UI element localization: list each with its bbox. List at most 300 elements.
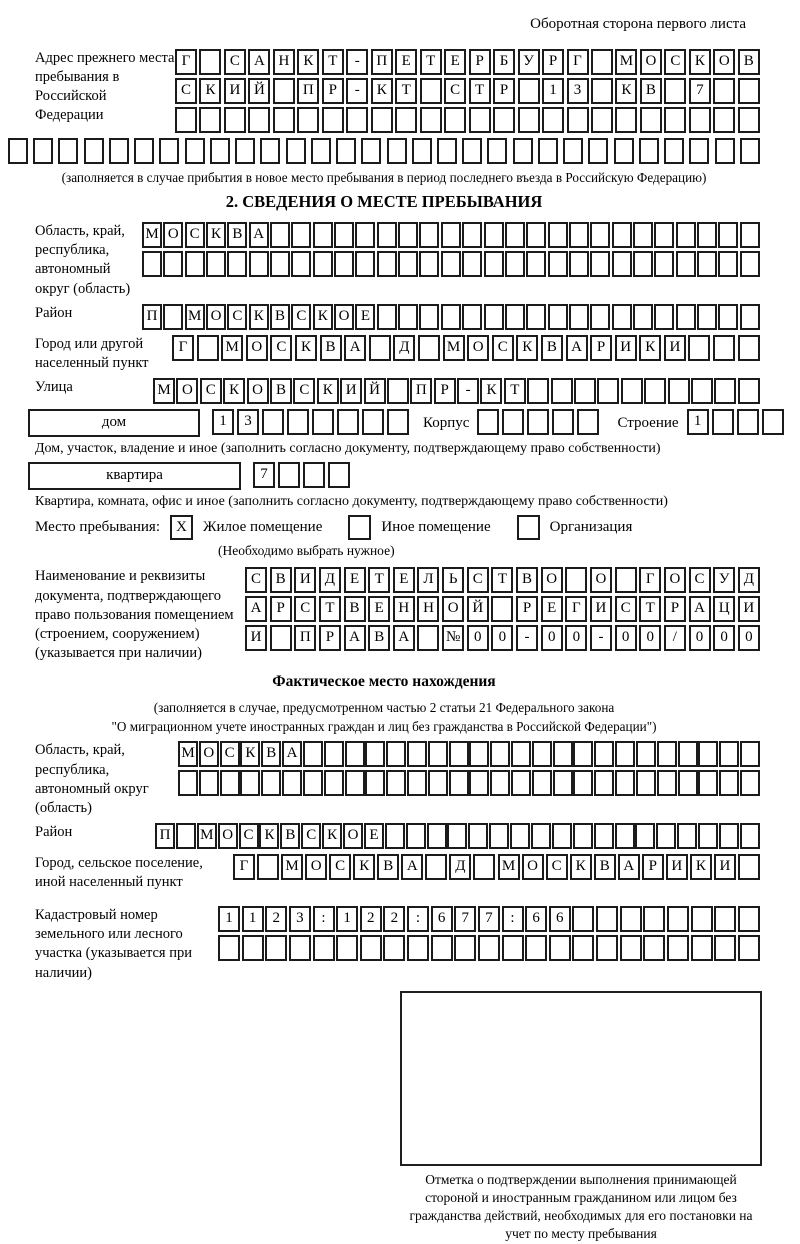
- char-cell[interactable]: В: [516, 567, 538, 593]
- char-cell[interactable]: [527, 378, 549, 404]
- char-cell[interactable]: К: [199, 78, 221, 104]
- char-cell[interactable]: 0: [541, 625, 563, 651]
- char-cell[interactable]: [573, 823, 593, 849]
- char-cell[interactable]: О: [163, 222, 183, 248]
- char-cell[interactable]: [398, 304, 418, 330]
- char-cell[interactable]: [620, 935, 642, 961]
- char-cell[interactable]: [551, 378, 573, 404]
- char-cell[interactable]: [454, 935, 476, 961]
- char-cell[interactable]: С: [294, 596, 316, 622]
- char-cell[interactable]: А: [249, 222, 269, 248]
- char-cell[interactable]: Р: [434, 378, 456, 404]
- char-cell[interactable]: [417, 625, 439, 651]
- char-cell[interactable]: [572, 935, 594, 961]
- char-cell[interactable]: М: [153, 378, 175, 404]
- char-cell[interactable]: [313, 222, 333, 248]
- char-cell[interactable]: [643, 906, 665, 932]
- char-cell[interactable]: [532, 741, 552, 767]
- char-cell[interactable]: [677, 823, 697, 849]
- char-cell[interactable]: [365, 770, 385, 796]
- char-cell[interactable]: [538, 138, 558, 164]
- char-cell[interactable]: [109, 138, 129, 164]
- char-cell[interactable]: [657, 741, 677, 767]
- char-cell[interactable]: В: [594, 854, 616, 880]
- char-cell[interactable]: М: [197, 823, 217, 849]
- char-cell[interactable]: [668, 378, 690, 404]
- char-cell[interactable]: [643, 935, 665, 961]
- char-cell[interactable]: С: [270, 335, 292, 361]
- char-cell[interactable]: К: [516, 335, 538, 361]
- char-cell[interactable]: [444, 107, 466, 133]
- char-cell[interactable]: [691, 906, 713, 932]
- char-cell[interactable]: [345, 770, 365, 796]
- char-cell[interactable]: [395, 107, 417, 133]
- char-cell[interactable]: [270, 222, 290, 248]
- char-cell[interactable]: [142, 251, 162, 277]
- char-cell[interactable]: Н: [417, 596, 439, 622]
- char-cell[interactable]: [334, 222, 354, 248]
- char-cell[interactable]: О: [640, 49, 662, 75]
- char-cell[interactable]: Р: [664, 596, 686, 622]
- char-cell[interactable]: [469, 741, 489, 767]
- char-cell[interactable]: [261, 770, 281, 796]
- char-cell[interactable]: Д: [738, 567, 760, 593]
- char-cell[interactable]: Н: [393, 596, 415, 622]
- char-cell[interactable]: [199, 49, 221, 75]
- char-cell[interactable]: [569, 222, 589, 248]
- char-cell[interactable]: [740, 251, 760, 277]
- char-cell[interactable]: [654, 222, 674, 248]
- char-cell[interactable]: Т: [491, 567, 513, 593]
- char-cell[interactable]: П: [294, 625, 316, 651]
- char-cell[interactable]: О: [522, 854, 544, 880]
- char-cell[interactable]: [565, 567, 587, 593]
- char-cell[interactable]: [462, 138, 482, 164]
- char-cell[interactable]: [312, 409, 334, 435]
- char-cell[interactable]: [336, 935, 358, 961]
- char-cell[interactable]: 0: [491, 625, 513, 651]
- char-cell[interactable]: [360, 935, 382, 961]
- char-cell[interactable]: К: [690, 854, 712, 880]
- char-cell[interactable]: [676, 222, 696, 248]
- char-cell[interactable]: [654, 251, 674, 277]
- char-cell[interactable]: [740, 304, 760, 330]
- char-cell[interactable]: [738, 906, 760, 932]
- char-cell[interactable]: [532, 770, 552, 796]
- char-cell[interactable]: И: [664, 335, 686, 361]
- char-cell[interactable]: С: [224, 49, 246, 75]
- char-cell[interactable]: [163, 251, 183, 277]
- char-cell[interactable]: [676, 304, 696, 330]
- char-cell[interactable]: [361, 138, 381, 164]
- char-cell[interactable]: И: [714, 854, 736, 880]
- char-cell[interactable]: О: [442, 596, 464, 622]
- char-cell[interactable]: [240, 770, 260, 796]
- char-cell[interactable]: [346, 107, 368, 133]
- char-cell[interactable]: Т: [322, 49, 344, 75]
- char-cell[interactable]: №: [442, 625, 464, 651]
- char-cell[interactable]: Г: [639, 567, 661, 593]
- char-cell[interactable]: [531, 823, 551, 849]
- char-cell[interactable]: Б: [493, 49, 515, 75]
- char-cell[interactable]: [407, 770, 427, 796]
- char-cell[interactable]: К: [480, 378, 502, 404]
- char-cell[interactable]: А: [282, 741, 302, 767]
- char-cell[interactable]: [738, 935, 760, 961]
- char-cell[interactable]: [473, 854, 495, 880]
- char-cell[interactable]: О: [541, 567, 563, 593]
- char-cell[interactable]: [569, 304, 589, 330]
- char-cell[interactable]: К: [240, 741, 260, 767]
- char-cell[interactable]: В: [320, 335, 342, 361]
- house-type-box[interactable]: [28, 409, 200, 437]
- char-cell[interactable]: [667, 935, 689, 961]
- char-cell[interactable]: Р: [270, 596, 292, 622]
- char-cell[interactable]: [698, 823, 718, 849]
- char-cell[interactable]: 6: [431, 906, 453, 932]
- char-cell[interactable]: С: [175, 78, 197, 104]
- char-cell[interactable]: [210, 138, 230, 164]
- char-cell[interactable]: [257, 854, 279, 880]
- char-cell[interactable]: [387, 409, 409, 435]
- char-cell[interactable]: [484, 304, 504, 330]
- char-cell[interactable]: [462, 304, 482, 330]
- char-cell[interactable]: [590, 251, 610, 277]
- char-cell[interactable]: [425, 854, 447, 880]
- char-cell[interactable]: В: [270, 378, 292, 404]
- char-cell[interactable]: [420, 107, 442, 133]
- char-cell[interactable]: [737, 409, 759, 435]
- char-cell[interactable]: [636, 770, 656, 796]
- char-cell[interactable]: Е: [364, 823, 384, 849]
- char-cell[interactable]: [469, 770, 489, 796]
- char-cell[interactable]: С: [185, 222, 205, 248]
- char-cell[interactable]: Й: [364, 378, 386, 404]
- char-cell[interactable]: /: [664, 625, 686, 651]
- char-cell[interactable]: [248, 107, 270, 133]
- char-cell[interactable]: [159, 138, 179, 164]
- char-cell[interactable]: [477, 409, 499, 435]
- char-cell[interactable]: [176, 823, 196, 849]
- char-cell[interactable]: [511, 770, 531, 796]
- char-cell[interactable]: [447, 823, 467, 849]
- char-cell[interactable]: М: [615, 49, 637, 75]
- char-cell[interactable]: 0: [738, 625, 760, 651]
- char-cell[interactable]: [615, 107, 637, 133]
- char-cell[interactable]: В: [368, 625, 390, 651]
- char-cell[interactable]: [462, 251, 482, 277]
- char-cell[interactable]: Т: [368, 567, 390, 593]
- char-cell[interactable]: [462, 222, 482, 248]
- char-cell[interactable]: [688, 335, 710, 361]
- char-cell[interactable]: [525, 935, 547, 961]
- char-cell[interactable]: [588, 138, 608, 164]
- char-cell[interactable]: К: [223, 378, 245, 404]
- char-cell[interactable]: [552, 409, 574, 435]
- char-cell[interactable]: [337, 409, 359, 435]
- char-cell[interactable]: О: [199, 741, 219, 767]
- char-cell[interactable]: [336, 138, 356, 164]
- char-cell[interactable]: [542, 107, 564, 133]
- char-cell[interactable]: [738, 378, 760, 404]
- char-cell[interactable]: [386, 770, 406, 796]
- char-cell[interactable]: И: [294, 567, 316, 593]
- char-cell[interactable]: Е: [444, 49, 466, 75]
- char-cell[interactable]: [431, 935, 453, 961]
- char-cell[interactable]: А: [401, 854, 423, 880]
- char-cell[interactable]: [291, 251, 311, 277]
- char-cell[interactable]: [502, 935, 524, 961]
- char-cell[interactable]: [218, 935, 240, 961]
- char-cell[interactable]: [697, 304, 717, 330]
- char-cell[interactable]: [740, 138, 760, 164]
- char-cell[interactable]: [365, 741, 385, 767]
- char-cell[interactable]: [428, 770, 448, 796]
- char-cell[interactable]: С: [492, 335, 514, 361]
- char-cell[interactable]: [407, 935, 429, 961]
- char-cell[interactable]: [676, 251, 696, 277]
- char-cell[interactable]: В: [738, 49, 760, 75]
- char-cell[interactable]: Р: [319, 625, 341, 651]
- char-cell[interactable]: [656, 823, 676, 849]
- char-cell[interactable]: С: [301, 823, 321, 849]
- char-cell[interactable]: [185, 251, 205, 277]
- char-cell[interactable]: :: [313, 906, 335, 932]
- char-cell[interactable]: [577, 409, 599, 435]
- char-cell[interactable]: [526, 222, 546, 248]
- char-cell[interactable]: 1: [687, 409, 709, 435]
- char-cell[interactable]: И: [245, 625, 267, 651]
- char-cell[interactable]: О: [247, 378, 269, 404]
- char-cell[interactable]: -: [516, 625, 538, 651]
- char-cell[interactable]: [738, 854, 760, 880]
- char-cell[interactable]: [383, 935, 405, 961]
- char-cell[interactable]: [715, 138, 735, 164]
- char-cell[interactable]: 2: [383, 906, 405, 932]
- char-cell[interactable]: О: [664, 567, 686, 593]
- char-cell[interactable]: [387, 378, 409, 404]
- char-cell[interactable]: [289, 935, 311, 961]
- char-cell[interactable]: Г: [567, 49, 589, 75]
- char-cell[interactable]: К: [689, 49, 711, 75]
- char-cell[interactable]: [569, 251, 589, 277]
- char-cell[interactable]: Т: [395, 78, 417, 104]
- char-cell[interactable]: [612, 304, 632, 330]
- char-cell[interactable]: [740, 222, 760, 248]
- char-cell[interactable]: [420, 78, 442, 104]
- char-cell[interactable]: А: [248, 49, 270, 75]
- char-cell[interactable]: М: [142, 222, 162, 248]
- char-cell[interactable]: 1: [242, 906, 264, 932]
- char-cell[interactable]: 7: [454, 906, 476, 932]
- char-cell[interactable]: [345, 741, 365, 767]
- char-cell[interactable]: [738, 335, 760, 361]
- char-cell[interactable]: [596, 935, 618, 961]
- char-cell[interactable]: [273, 107, 295, 133]
- char-cell[interactable]: А: [245, 596, 267, 622]
- char-cell[interactable]: Ь: [442, 567, 464, 593]
- char-cell[interactable]: [490, 770, 510, 796]
- char-cell[interactable]: С: [291, 304, 311, 330]
- char-cell[interactable]: [385, 823, 405, 849]
- char-cell[interactable]: [334, 251, 354, 277]
- char-cell[interactable]: [441, 222, 461, 248]
- char-cell[interactable]: С: [546, 854, 568, 880]
- char-cell[interactable]: -: [590, 625, 612, 651]
- char-cell[interactable]: И: [224, 78, 246, 104]
- char-cell[interactable]: [667, 906, 689, 932]
- char-cell[interactable]: Р: [590, 335, 612, 361]
- char-cell[interactable]: С: [467, 567, 489, 593]
- char-cell[interactable]: Е: [541, 596, 563, 622]
- char-cell[interactable]: [468, 823, 488, 849]
- char-cell[interactable]: [762, 409, 784, 435]
- char-cell[interactable]: [698, 741, 718, 767]
- char-cell[interactable]: [698, 770, 718, 796]
- char-cell[interactable]: 1: [336, 906, 358, 932]
- char-cell[interactable]: М: [185, 304, 205, 330]
- char-cell[interactable]: [573, 770, 593, 796]
- char-cell[interactable]: Т: [504, 378, 526, 404]
- char-cell[interactable]: [206, 251, 226, 277]
- char-cell[interactable]: Т: [319, 596, 341, 622]
- char-cell[interactable]: [489, 823, 509, 849]
- char-cell[interactable]: [324, 770, 344, 796]
- char-cell[interactable]: К: [206, 222, 226, 248]
- char-cell[interactable]: М: [281, 854, 303, 880]
- char-cell[interactable]: Р: [469, 49, 491, 75]
- char-cell[interactable]: [513, 138, 533, 164]
- char-cell[interactable]: И: [738, 596, 760, 622]
- char-cell[interactable]: Г: [172, 335, 194, 361]
- char-cell[interactable]: К: [322, 823, 342, 849]
- char-cell[interactable]: [286, 138, 306, 164]
- char-cell[interactable]: [185, 138, 205, 164]
- char-cell[interactable]: В: [541, 335, 563, 361]
- char-cell[interactable]: [505, 222, 525, 248]
- char-cell[interactable]: [322, 107, 344, 133]
- char-cell[interactable]: [664, 107, 686, 133]
- char-cell[interactable]: И: [666, 854, 688, 880]
- char-cell[interactable]: [377, 304, 397, 330]
- char-cell[interactable]: [303, 741, 323, 767]
- char-cell[interactable]: О: [218, 823, 238, 849]
- char-cell[interactable]: [591, 78, 613, 104]
- char-cell[interactable]: [418, 335, 440, 361]
- char-cell[interactable]: Е: [355, 304, 375, 330]
- char-cell[interactable]: И: [615, 335, 637, 361]
- char-cell[interactable]: Т: [420, 49, 442, 75]
- char-cell[interactable]: [714, 378, 736, 404]
- char-cell[interactable]: С: [220, 741, 240, 767]
- char-cell[interactable]: Г: [175, 49, 197, 75]
- char-cell[interactable]: Р: [516, 596, 538, 622]
- char-cell[interactable]: 3: [237, 409, 259, 435]
- char-cell[interactable]: [712, 409, 734, 435]
- char-cell[interactable]: [640, 107, 662, 133]
- char-cell[interactable]: [664, 78, 686, 104]
- char-cell[interactable]: [419, 304, 439, 330]
- char-cell[interactable]: [469, 107, 491, 133]
- char-cell[interactable]: [324, 741, 344, 767]
- char-cell[interactable]: [412, 138, 432, 164]
- char-cell[interactable]: В: [227, 222, 247, 248]
- char-cell[interactable]: [719, 823, 739, 849]
- char-cell[interactable]: [227, 251, 247, 277]
- char-cell[interactable]: [615, 770, 635, 796]
- char-cell[interactable]: [386, 741, 406, 767]
- char-cell[interactable]: [278, 462, 300, 488]
- char-cell[interactable]: [449, 770, 469, 796]
- char-cell[interactable]: [178, 770, 198, 796]
- char-cell[interactable]: [567, 107, 589, 133]
- char-cell[interactable]: [58, 138, 78, 164]
- char-cell[interactable]: 3: [289, 906, 311, 932]
- char-cell[interactable]: [490, 741, 510, 767]
- char-cell[interactable]: [197, 335, 219, 361]
- char-cell[interactable]: [718, 251, 738, 277]
- char-cell[interactable]: К: [570, 854, 592, 880]
- char-cell[interactable]: [134, 138, 154, 164]
- char-cell[interactable]: [484, 251, 504, 277]
- char-cell[interactable]: [84, 138, 104, 164]
- char-cell[interactable]: К: [615, 78, 637, 104]
- char-cell[interactable]: [697, 251, 717, 277]
- char-cell[interactable]: С: [444, 78, 466, 104]
- char-cell[interactable]: [612, 222, 632, 248]
- char-cell[interactable]: [406, 823, 426, 849]
- char-cell[interactable]: [691, 935, 713, 961]
- char-cell[interactable]: С: [200, 378, 222, 404]
- char-cell[interactable]: В: [344, 596, 366, 622]
- char-cell[interactable]: 2: [360, 906, 382, 932]
- char-cell[interactable]: И: [340, 378, 362, 404]
- char-cell[interactable]: И: [590, 596, 612, 622]
- char-cell[interactable]: [594, 741, 614, 767]
- char-cell[interactable]: :: [502, 906, 524, 932]
- char-cell[interactable]: [220, 770, 240, 796]
- char-cell[interactable]: [270, 625, 292, 651]
- char-cell[interactable]: [33, 138, 53, 164]
- char-cell[interactable]: [552, 823, 572, 849]
- char-cell[interactable]: [590, 222, 610, 248]
- char-cell[interactable]: А: [344, 625, 366, 651]
- char-cell[interactable]: М: [443, 335, 465, 361]
- char-cell[interactable]: К: [249, 304, 269, 330]
- char-cell[interactable]: Е: [395, 49, 417, 75]
- char-cell[interactable]: С: [227, 304, 247, 330]
- char-cell[interactable]: [260, 138, 280, 164]
- char-cell[interactable]: 1: [542, 78, 564, 104]
- char-cell[interactable]: О: [305, 854, 327, 880]
- char-cell[interactable]: 7: [689, 78, 711, 104]
- char-cell[interactable]: Д: [319, 567, 341, 593]
- char-cell[interactable]: К: [371, 78, 393, 104]
- char-cell[interactable]: Д: [449, 854, 471, 880]
- char-cell[interactable]: С: [293, 378, 315, 404]
- char-cell[interactable]: [714, 906, 736, 932]
- char-cell[interactable]: [487, 138, 507, 164]
- char-cell[interactable]: О: [206, 304, 226, 330]
- char-cell[interactable]: [249, 251, 269, 277]
- char-cell[interactable]: [636, 741, 656, 767]
- char-cell[interactable]: [398, 251, 418, 277]
- char-cell[interactable]: [591, 49, 613, 75]
- char-cell[interactable]: [590, 304, 610, 330]
- char-cell[interactable]: [713, 78, 735, 104]
- checkbox-residential-premises[interactable]: X: [170, 515, 193, 540]
- char-cell[interactable]: Н: [273, 49, 295, 75]
